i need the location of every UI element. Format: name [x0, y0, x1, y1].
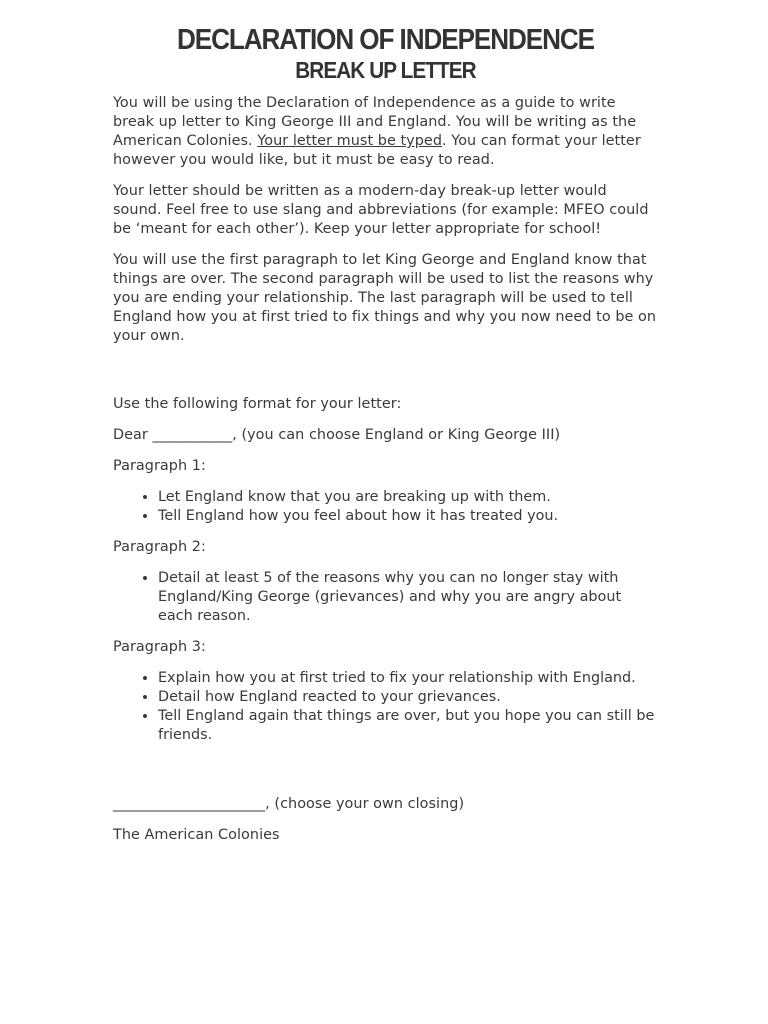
closing-line: _____________________, (choose your own closing) — [113, 796, 465, 812]
format-intro: Use the following format for your letter: — [113, 396, 402, 412]
list-item: • Detail at least 5 of the reasons why you can no longer stay with England/King George (grievances) and why you are angry about each reason. — [158, 569, 658, 626]
intro-paragraph — [113, 94, 658, 170]
spacer — [113, 358, 658, 395]
paragraph3-label: Paragraph 3: — [113, 639, 206, 655]
structure-paragraph: You will use the first paragraph to let King George and England know that things are over. The second paragraph will be used to list the reasons why you are ending your relationship. The last paragraph will be used to tell England how you at first tried to fix things and why you now need to be on your own. — [113, 252, 657, 344]
spacer — [113, 757, 658, 795]
style-paragraph: Your letter should be written as a modern-day break-up letter would sound. Feel free to use slang and abbreviations (for example: MFEO could be ‘meant for each other’). Keep your letter appropriate for school! — [113, 183, 649, 237]
dear-line: Dear ___________, (you can choose England or King George III) — [113, 427, 561, 443]
worksheet-page — [113, 24, 658, 857]
paragraph1-label: Paragraph 1: — [113, 458, 206, 474]
paragraph2-label: Paragraph 2: — [113, 539, 206, 555]
paragraph3-list — [113, 669, 658, 745]
list-item: • Tell England how you feel about how it has treated you. — [158, 507, 658, 526]
list-item: • Let England know that you are breaking up with them. — [158, 488, 658, 507]
typed-requirement: Your letter must be typed — [257, 133, 443, 149]
paragraph1-list — [113, 488, 658, 526]
page-title: DECLARATION OF INDEPENDENCE — [177, 24, 594, 56]
signature: The American Colonies — [113, 827, 280, 843]
intro-text-part1: You will be using the Declaration of Independence as a guide to write break up letter to King George III and England. You will be writing as the American Colonies. — [113, 95, 637, 149]
list-item: • Explain how you at first tried to fix your relationship with England. — [158, 669, 658, 688]
paragraph2-list — [113, 569, 658, 626]
page-subtitle: BREAK UP LETTER — [295, 57, 476, 83]
list-item: • Tell England again that things are over, but you hope you can still be friends. — [158, 707, 658, 745]
list-item: • Detail how England reacted to your grievances. — [158, 688, 658, 707]
intro-text-part2: . You can format your letter however you would like, but it must be easy to read. — [113, 133, 641, 168]
